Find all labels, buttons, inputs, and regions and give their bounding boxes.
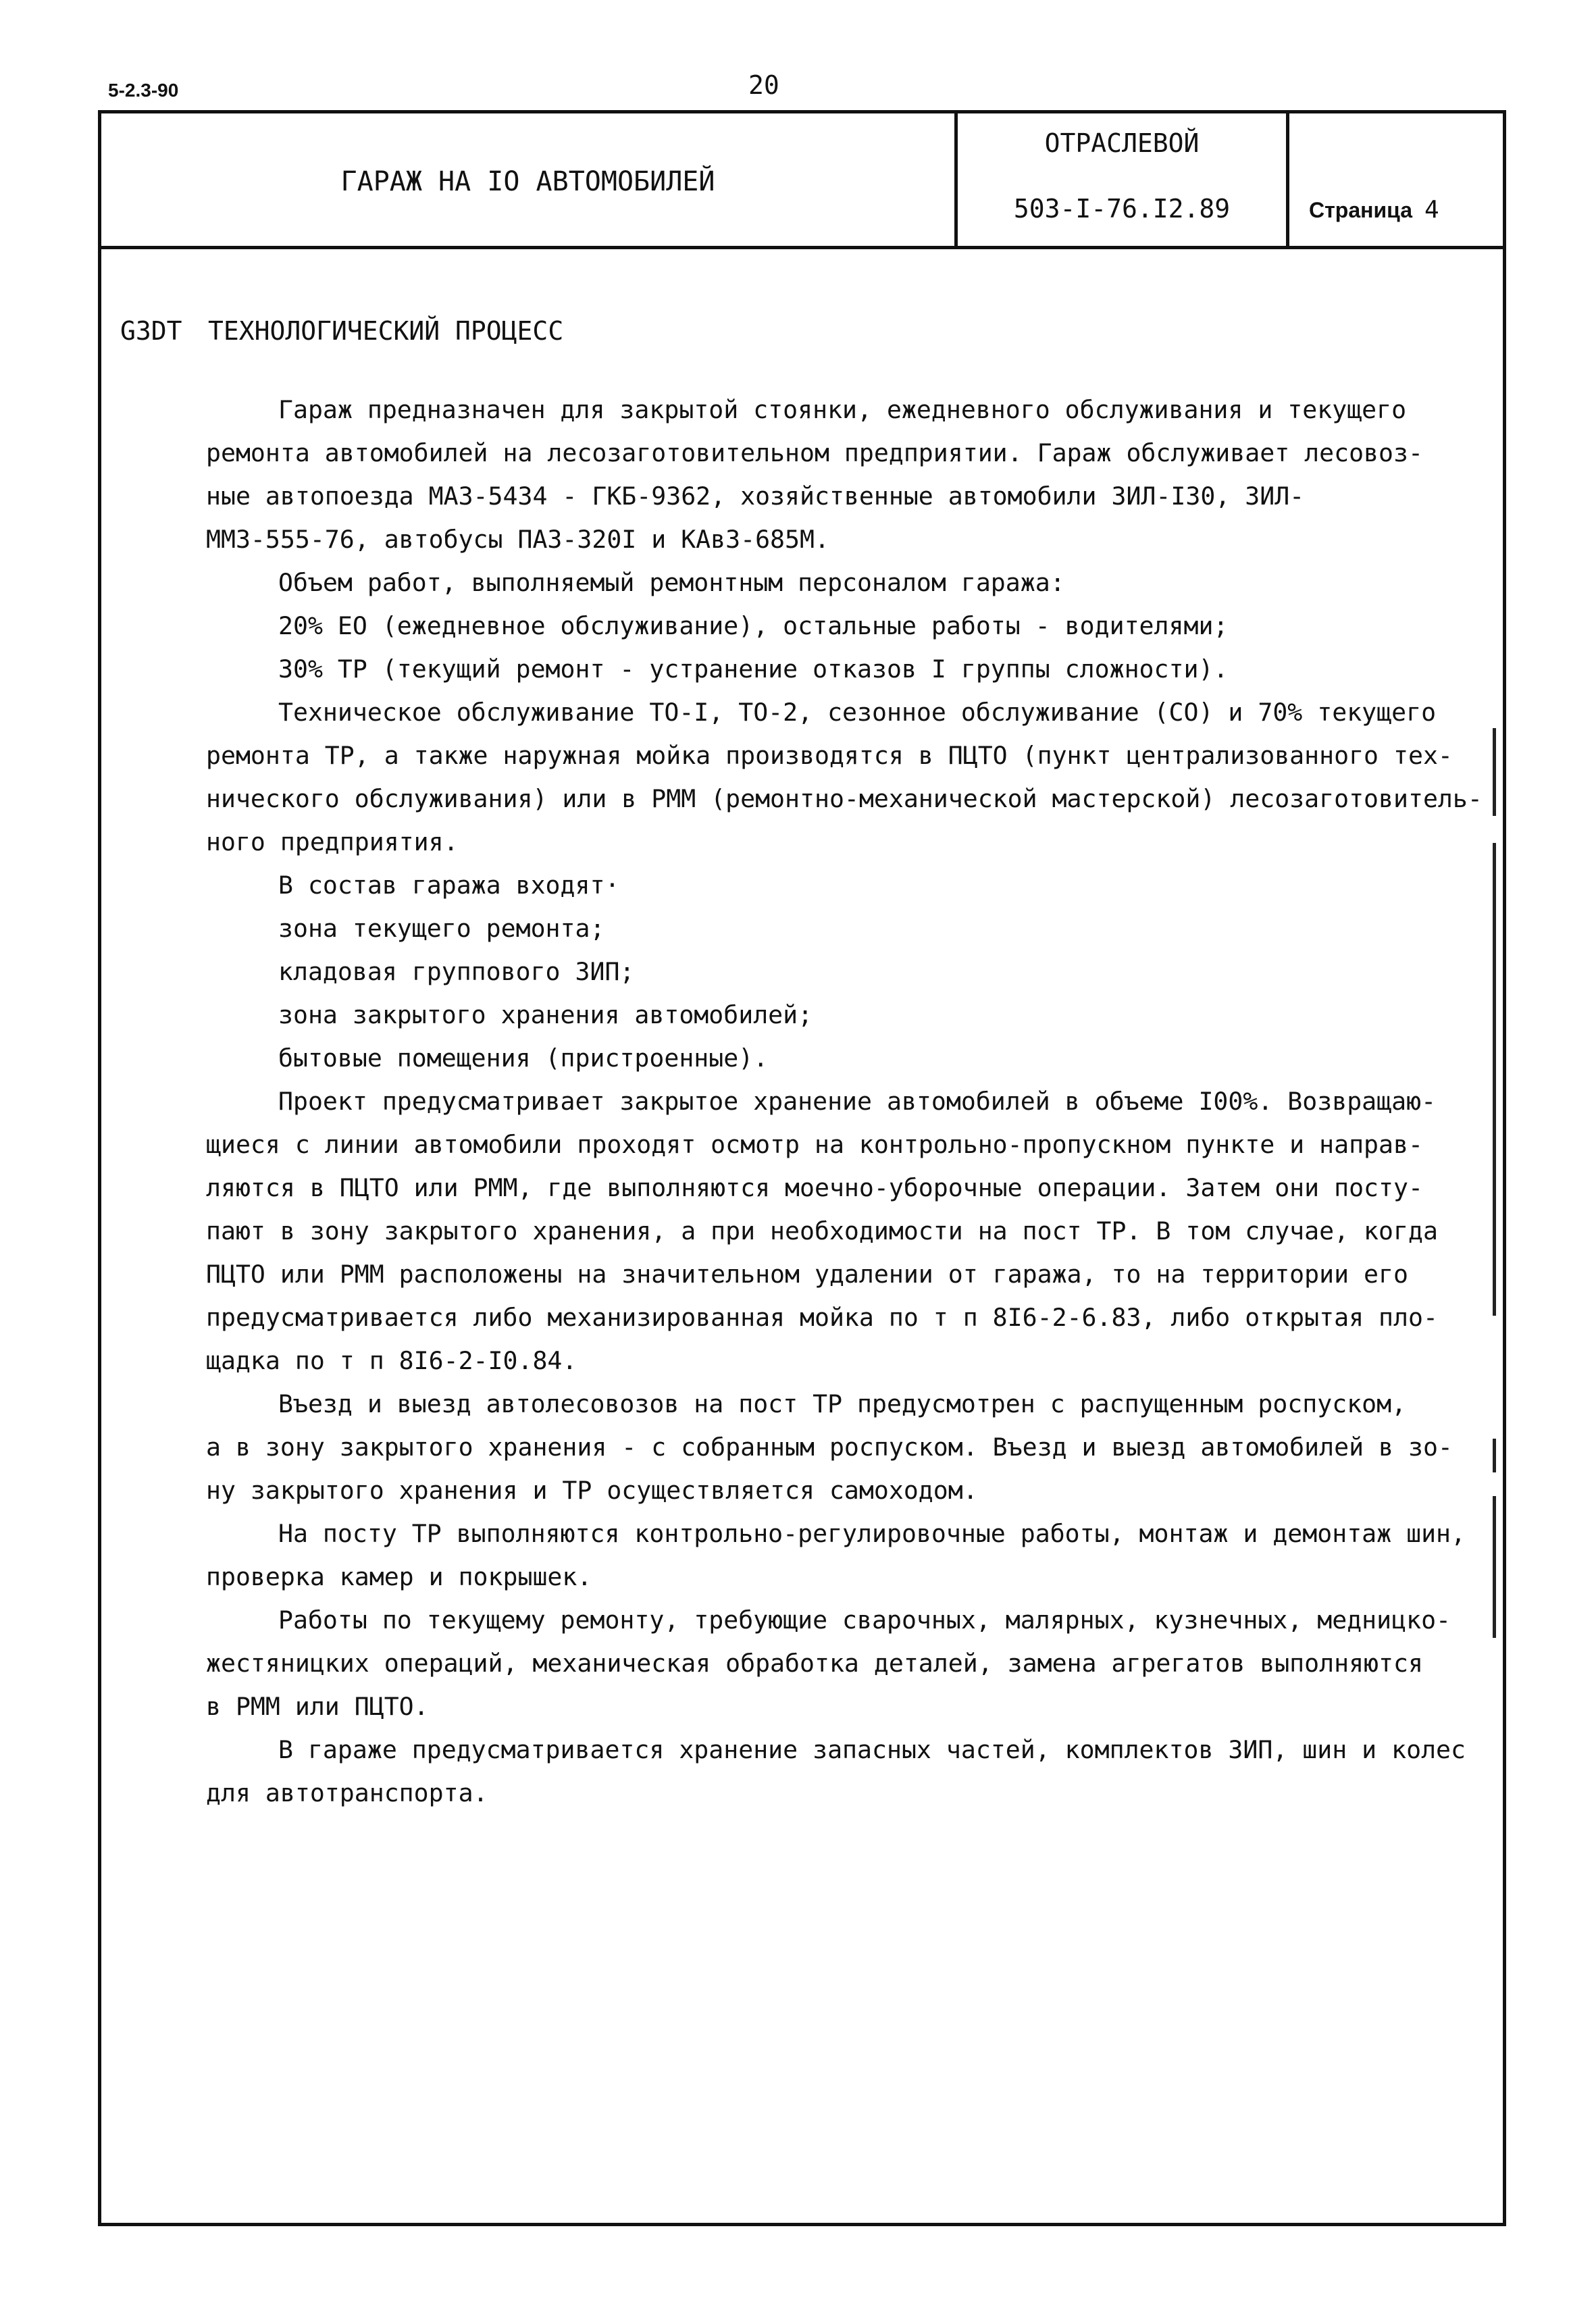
- text-line: В гараже предусматривается хранение запасных частей, комплектов ЗИП, шин и колес: [278, 1735, 1466, 1764]
- section-title: ТЕХНОЛОГИЧЕСКИЙ ПРОЦЕСС: [208, 316, 564, 346]
- body-text: [206, 388, 1483, 1815]
- text-line: проверка камер и покрышек.: [206, 1562, 592, 1591]
- text-line: Работы по текущему ремонту, требующие сварочных, малярных, кузнечных, медницко-: [278, 1605, 1451, 1635]
- margin-mark: [1493, 728, 1496, 816]
- text-line: ного предприятия.: [206, 827, 459, 856]
- text-line: пают в зону закрытого хранения, а при необходимости на пост ТР. В том случае, когда: [206, 1216, 1438, 1245]
- text-line: ремонта ТР, а также наружная мойка производятся в ПЦТО (пункт централизованного тех-: [206, 741, 1453, 770]
- header-column-divider-2: [1286, 110, 1289, 248]
- document-title: ГАРАЖ НА IO АВТОМОБИЛЕЙ: [340, 166, 715, 197]
- text-line: предусматривается либо механизированная мойка по т п 8I6-2-6.83, либо открытая пло-: [206, 1303, 1438, 1332]
- text-line: Гараж предназначен для закрытой стоянки, ежедневного обслуживания и текущего: [278, 395, 1407, 424]
- text-line: жестяницких операций, механическая обработка деталей, замена агрегатов выполняются: [206, 1649, 1423, 1678]
- text-line: 20% ЕО (ежедневное обслуживание), остальные работы - водителями;: [278, 611, 1229, 640]
- text-line: ляются в ПЦТО или РММ, где выполняются моечно-уборочные операции. Затем они посту-: [206, 1173, 1423, 1202]
- page-number: 20: [748, 70, 779, 100]
- header-divider: [98, 246, 1506, 249]
- text-line: Объем работ, выполняемый ремонтным персоналом гаража:: [278, 568, 1065, 597]
- text-line: ММЗ-555-76, автобусы ПАЗ-320I и КАвЗ-685М.: [206, 525, 829, 554]
- document-code: 503-I-76.I2.89: [1013, 194, 1231, 224]
- text-line: зона закрытого хранения автомобилей;: [278, 1000, 813, 1029]
- margin-mark: [1493, 843, 1496, 1316]
- text-line: а в зону закрытого хранения - с собранным роспуском. Въезд и выезд автомобилей в зо-: [206, 1433, 1453, 1462]
- text-line: 30% ТР (текущий ремонт - устранение отказов I группы сложности).: [278, 654, 1229, 684]
- section-code: G3DT: [120, 316, 182, 346]
- text-line: Въезд и выезд автолесовозов на пост ТР предусмотрен с распущенным роспуском,: [278, 1389, 1407, 1418]
- sheet-page-label: Страница: [1309, 198, 1412, 222]
- text-line: ну закрытого хранения и ТР осуществляется самоходом.: [206, 1476, 978, 1505]
- text-line: зона текущего ремонта;: [278, 914, 605, 943]
- text-line: На посту ТР выполняются контрольно-регулировочные работы, монтаж и демонтаж шин,: [278, 1519, 1466, 1548]
- series-code: 5-2.3-90: [108, 80, 179, 101]
- text-line: Техническое обслуживание ТО-I, ТО-2, сезонное обслуживание (СО) и 70% текущего: [278, 698, 1437, 727]
- text-line: для автотранспорта.: [206, 1778, 488, 1807]
- sheet-page-box: [1309, 196, 1439, 224]
- text-line: Проект предусматривает закрытое хранение автомобилей в объеме I00%. Возвращаю-: [278, 1087, 1437, 1116]
- text-line: кладовая группового ЗИП;: [278, 957, 635, 986]
- text-line: щадка по т п 8I6-2-I0.84.: [206, 1346, 577, 1375]
- text-line: бытовые помещения (пристроенные).: [278, 1044, 769, 1073]
- margin-mark: [1493, 1439, 1496, 1472]
- text-line: ные автопоезда МАЗ-5434 - ГКБ-9362, хозяйственные автомобили ЗИЛ-I30, ЗИЛ-: [206, 482, 1305, 511]
- text-line: щиеся с линии автомобили проходят осмотр на контрольно-пропускном пункте и направ-: [206, 1130, 1423, 1159]
- sheet-page-value: 4: [1424, 196, 1439, 224]
- text-line: ремонта автомобилей на лесозаготовительном предприятии. Гараж обслуживает лесовоз-: [206, 438, 1423, 467]
- document-category: ОТРАСЛЕВОЙ: [1044, 128, 1200, 158]
- text-line: нического обслуживания) или в РММ (ремонтно-механической мастерской) лесозаготовитель-: [206, 784, 1483, 813]
- text-line: в РММ или ПЦТО.: [206, 1692, 429, 1721]
- margin-mark: [1493, 1496, 1496, 1638]
- text-line: ПЦТО или РММ расположены на значительном удалении от гаража, то на территории его: [206, 1260, 1408, 1289]
- text-line: В состав гаража входят·: [278, 871, 620, 900]
